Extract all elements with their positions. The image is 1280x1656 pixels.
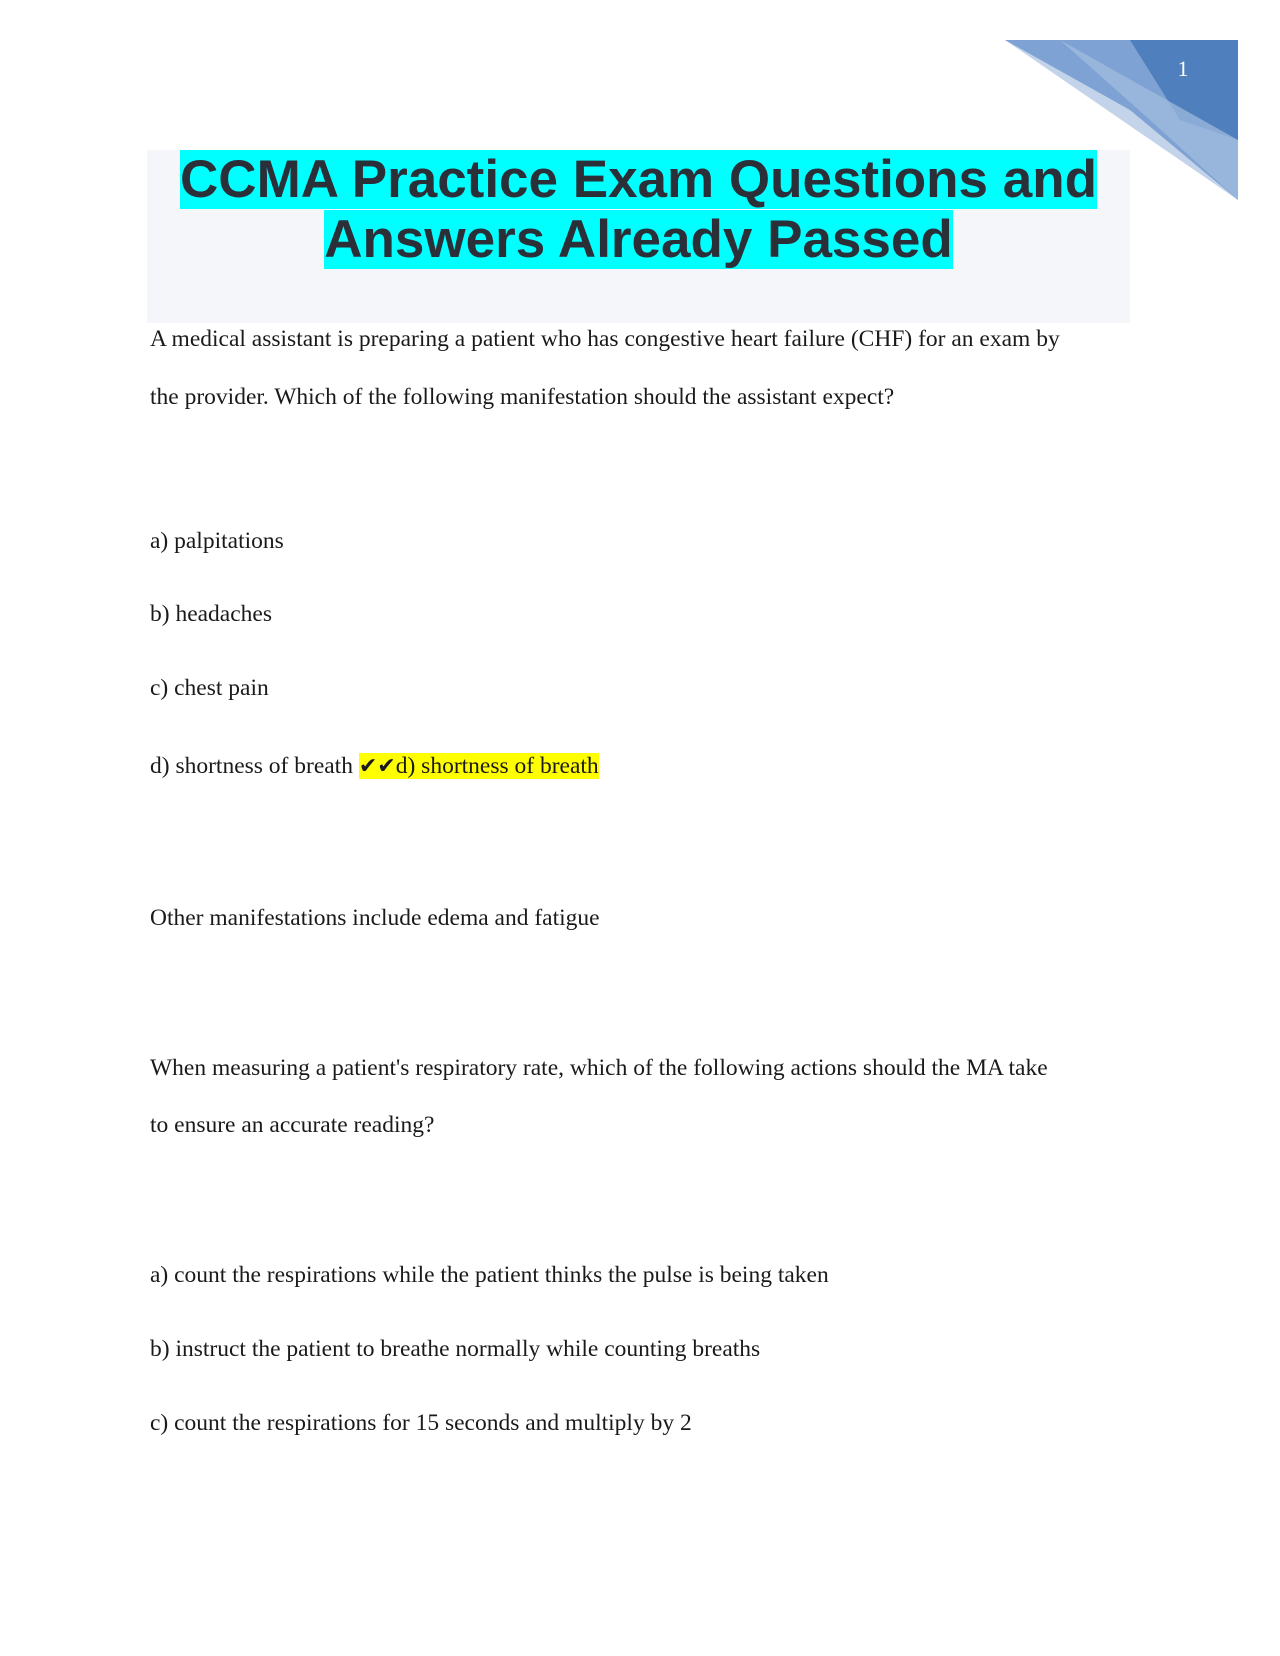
question-2-option-c: c) count the respirations for 15 seconds and multiply by 2	[150, 1410, 692, 1436]
question-1-line-2: the provider. Which of the following manifestation should the assistant expect?	[150, 384, 895, 410]
document-title	[147, 150, 1130, 270]
question-2-option-a: a) count the respirations while the patient thinks the pulse is being taken	[150, 1262, 829, 1288]
question-1-option-d-row	[150, 753, 599, 780]
page-number: 1	[1177, 56, 1189, 81]
question-1-option-b: b) headaches	[150, 601, 272, 627]
question-2-line-2: to ensure an accurate reading?	[150, 1112, 435, 1138]
question-1-option-a: a) palpitations	[150, 528, 284, 554]
question-1-option-d: d) shortness of breath	[150, 753, 353, 779]
question-2-option-b: b) instruct the patient to breathe normally while counting breaths	[150, 1336, 761, 1362]
question-1-answer-text: d) shortness of breath	[395, 753, 599, 779]
question-2-line-1: When measuring a patient's respiratory rate, which of the following actions should the MA take	[150, 1055, 1048, 1081]
title-block	[147, 150, 1130, 323]
check-marks-icon: ✔✔	[358, 754, 396, 779]
question-1-line-1: A medical assistant is preparing a patient who has congestive heart failure (CHF) for an exam by	[150, 326, 1060, 352]
title-line-1: CCMA Practice Exam Questions and	[180, 150, 1097, 209]
question-1-rationale: Other manifestations include edema and fatigue	[150, 905, 600, 931]
title-line-2: Answers Already Passed	[324, 210, 953, 269]
question-1-answer	[359, 753, 599, 779]
question-1-option-c: c) chest pain	[150, 675, 269, 701]
